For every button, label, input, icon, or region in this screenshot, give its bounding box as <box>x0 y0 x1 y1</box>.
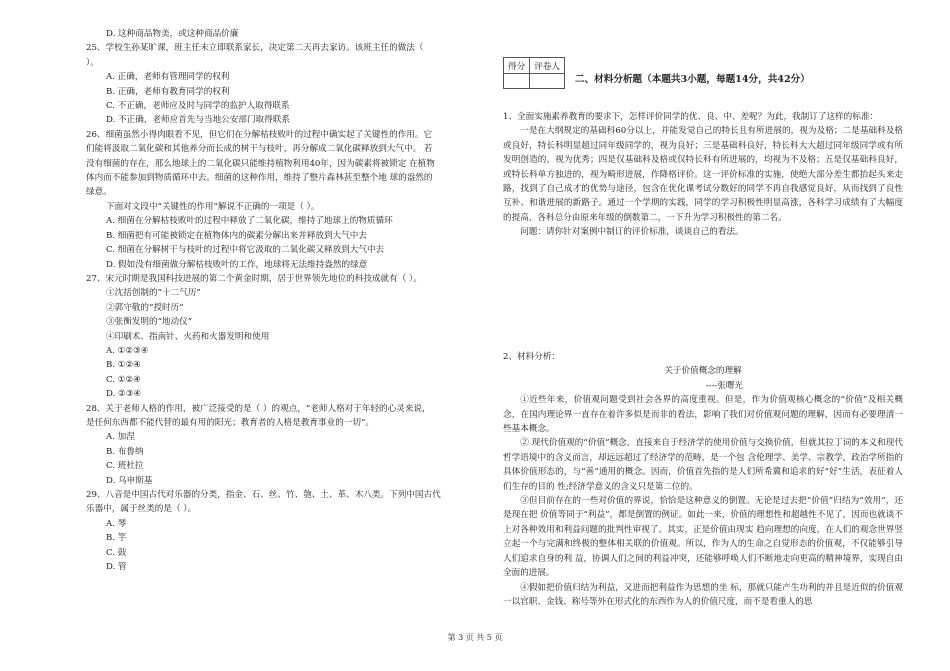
left-line: D. ②③④ <box>106 389 142 400</box>
question-1-prompt: 问题：请你针对案例中制订的评价标准，谈谈自己的看法。 <box>520 227 744 238</box>
left-line: 体内而不能参加到物质循环中去。细菌的这种作用，维持了整片森林甚至整个地 球的盎然的 <box>86 173 433 184</box>
left-line: 乐器中，属于丝类的是（ ）。 <box>86 504 197 515</box>
left-line: 们能将汲取二氧化碳和其他养分而长成的树干与枝叶，再分解成二氧化碳释放到大气中。 若 <box>86 144 433 155</box>
left-line: C. 细菌在分解树干与枝叶的过程中将它汲取的二氧化碳又释放到大气中去 <box>106 245 385 256</box>
question-1-body: 一是在大纲规定的基础科60分以上，并能发觉自己的特长且有所进展的，视为及格；二是基础科及格或良好，特长科明显超过同年级同学的，视为良好；三是基础科良好，特长科大大超过同年级同学或有所发明创造的，视为优秀；四是仅基础科及格或仅特长科有所进展的，均视为不及格；五是仅基础科良好，或特长科单方独进的，视为畸形进展，作降格评价。这一评价标准的实施，使绝大部分差生都抬起头来走路，找到了自己成才的优势与途径，包含在优化课考试分数好的同学不再自我感觉良好，从而找到了良性互补、和谐进展的新路子。通过一个学期的实践，同学的学习积极性明显高涨，各科学习成绩有了大幅度的提高，各科总分由原来年级的倒数第二，一下升为学习积极性的第二名。 <box>503 126 903 223</box>
question-2-head: 2、材料分析： <box>503 352 561 362</box>
left-line: 25、学校生孙某旷课，班主任未立即联系家长，决定第二天再去家访。该班主任的做法（ <box>86 43 424 54</box>
left-line: C. 鼓 <box>106 547 127 558</box>
left-line: ④印刷术、指南针、火药和火器发明和使用 <box>106 331 270 342</box>
left-line: C. 班杜拉 <box>106 461 144 472</box>
score-cell[interactable] <box>504 74 530 89</box>
article-paragraph-4: ④假如把价值归结为利益，又进而把利益作为思想的坐 标，那就只能产生功利的并且是近似的价值观一以官职、金钱、称号等外在形式化的东西作为人的价值尺度，而不是看重人的思 <box>503 582 903 607</box>
left-line: B. 竽 <box>106 533 127 544</box>
left-line: D. 管 <box>106 562 127 573</box>
left-line: 下面对文段中“关键性的作用”解说不正确的一项是（ ）。 <box>106 201 320 212</box>
left-line: D. 乌申斯基 <box>106 475 153 486</box>
article-paragraph-2: ② 现代价值观的“价值”概念，直接来自于经济学的使用价值与交换价值，但就其拉丁词的本义和现代哲学语境中的含义而言，却远远超过了经济学的范畴，是一个包 含伦理学、美学、宗教学，政治学所指的具体价值形态的，与“善”通用的概念。因而，价值首先指的是人们所希冀和追求的好“好”生活，表征着人们生存的目的 性;经济学意义的含义只是第二位的。 <box>503 438 903 492</box>
left-line: ）。 <box>86 57 99 68</box>
left-line: A. ①②③④ <box>106 345 149 356</box>
left-line: 绿意。 <box>86 187 112 198</box>
left-line: B. 正确，老师有教育同学的权利 <box>106 86 230 97</box>
article-author: ----张曙光 <box>705 380 743 391</box>
left-line: D. 不正确，老师应首先与当地公安部门取得联系 <box>106 115 290 126</box>
grader-cell[interactable] <box>530 74 565 89</box>
question-2 <box>503 350 903 609</box>
article-paragraph-1: ①近些年来，价值观问题受到社会各界的高度重视。但是，作为价值观核心概念的“价值”及相关概念，在国内理论界一直存在着许多似是而非的看法，影响了我们对价值观问题的理解，因而有必要理清一些基本概念。 <box>503 395 903 435</box>
left-line: 29、八音是中国古代对乐器的分类，指金、石、丝、竹、匏、土、革、木八类。下列中国古代 <box>86 490 441 500</box>
left-line: B. ①②④ <box>106 360 141 371</box>
left-line: 没有细菌的存在，那么地球上的二氧化碳只能维持植物利用40年，因为碳素将被锁定 在植物 <box>86 158 435 169</box>
left-line: A. 正确，老师有管理同学的权利 <box>106 72 230 83</box>
left-line: A. 细菌在分解枯枝败叶的过程中释放了二氧化碳，维持了地球上的物质循环 <box>106 216 393 227</box>
left-line: 是任何东西都不能代替的最有用的阳光；教育者的人格是教育事业的一切”。 <box>86 417 374 428</box>
left-column <box>86 27 496 574</box>
article-title: 关于价值概念的理解 <box>664 366 742 377</box>
question-1 <box>503 110 903 240</box>
left-line: A. 加涅 <box>106 432 135 443</box>
article-paragraph-3: ③但目前存在的一些对价值的界说，恰恰是这种意义的倒置。无论是过去把“价值”归结为“效用”，还是现在把 价值等同于“利益”，都是倒置的例证。如此一来，价值的理想性和超越性不见了，因而也就谈不上对各种效用和利益问题的批判性审视了。其实，正是价值由现实 趋向理想的向度，在人们的观念世界竖立起一个与完满和终极的整体相关联的价值观。所以，作为人的生命之自觉形态的价值观，不仅能够引导人们追求自身的利 益，协调人们之间的利益冲突，还能够呼唤人们不断地走向更高的精神境界，实现自由全面的进展。 <box>503 496 903 579</box>
left-line: C. 不正确，老师应及时与同学的监护人取得联系 <box>106 101 290 112</box>
left-line: B. 细菌把有可能被锁定在植物体内的碳素分解出来并释放到大气中去 <box>106 230 367 241</box>
left-line: 26、细菌虽然小得肉眼看不见，但它们在分解枯枝败叶的过程中确实起了关键性的作用。它 <box>86 129 433 140</box>
left-line: 27、宋元时期是我国科技进展的第二个黄金时期，居于世界领先地位的科技成就有（ ）。 <box>86 273 422 284</box>
section-title: 二、材料分析题（本题共3小题，每题14分，共42分） <box>575 74 810 85</box>
left-line: 28、关于老师人格的作用，被广泛接受的是（ ）的观点，“老师人格对于年轻的心灵来说， <box>86 403 431 414</box>
score-table <box>503 57 565 89</box>
page-footer: 第 3 页 共 5 页 <box>447 633 503 642</box>
score-label: 得分 <box>504 58 530 74</box>
left-line: D. 这种商品物美，或这种商品价廉 <box>106 29 239 39</box>
left-line: ①沈括创制的“十二气历” <box>106 288 201 299</box>
left-line: A. 琴 <box>106 518 127 529</box>
left-line: D. 假如没有细菌做分解枯枝败叶的工作，地球将无法维持盎然的绿意 <box>106 259 368 270</box>
question-1-intro: 1、全面实施素养教育的要求下，怎样评价同学的优、良、中、差呢？为此，我制订了这样的标准： <box>503 112 879 122</box>
grader-label: 评卷人 <box>530 58 565 74</box>
left-line: ③张衡发明的“地动仪” <box>106 317 193 328</box>
left-line: B. 布鲁纳 <box>106 446 144 457</box>
left-line: ②郭守敬的“授时历” <box>106 302 184 313</box>
left-line: C. ①②④ <box>106 374 141 385</box>
